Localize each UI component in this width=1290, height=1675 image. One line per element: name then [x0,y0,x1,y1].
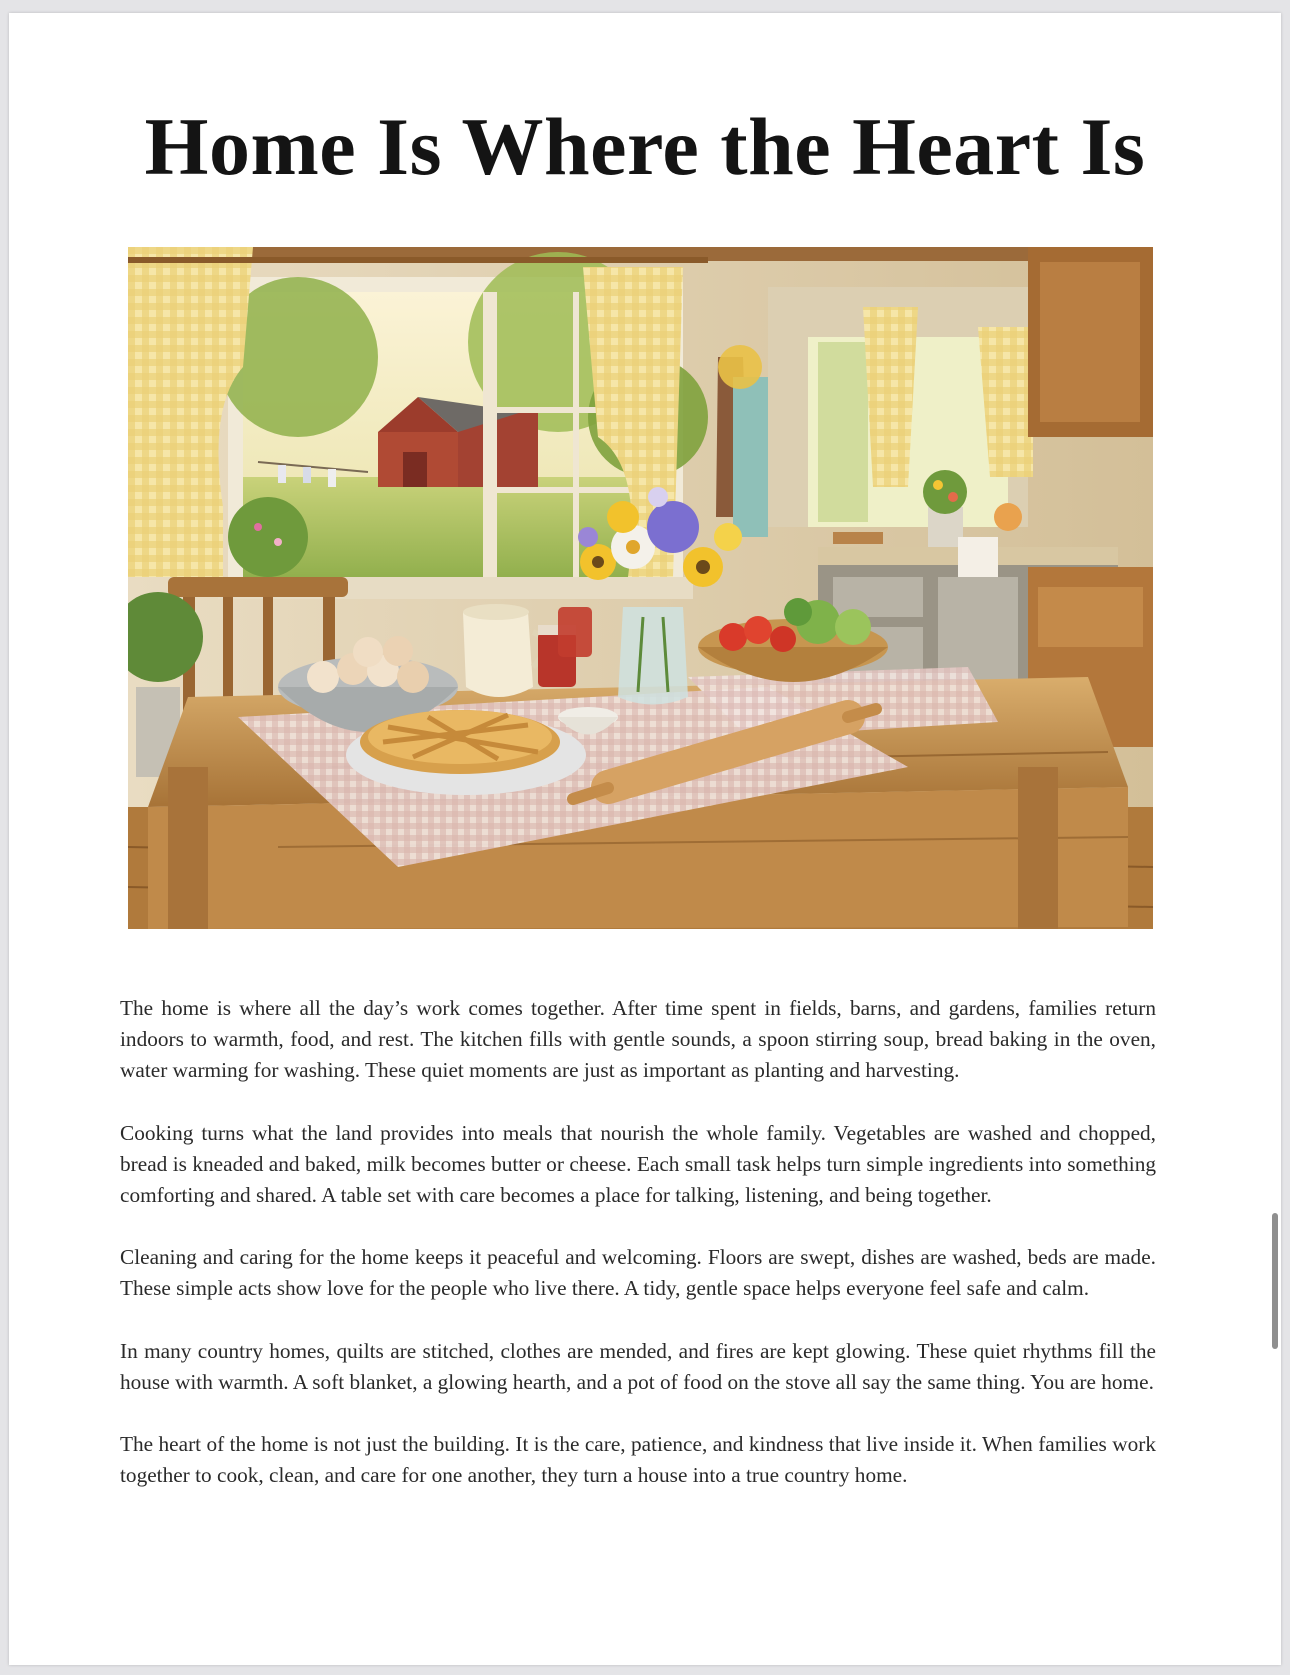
country-kitchen-illustration [128,247,1153,929]
document-page [9,13,1281,1665]
paragraph: The heart of the home is not just the building. It is the care, patience, and kindness that live inside it. When families work together to cook, clean, and care for one another, they turn a house into a true country home. [120,1432,1156,1488]
paragraph: Cooking turns what the land provides into meals that nourish the whole family. Vegetables are washed and chopped, bread is kneaded and baked, milk becomes butter or cheese. Each small task helps turn simple ingredients into something comforting and shared. A table set with care becomes a place for talking, listening, and being together. [120,1120,1156,1208]
paragraph: Cleaning and caring for the home keeps it peaceful and welcoming. Floors are swept, dishes are washed, beds are made. These simple acts show love for the people who live there. A tidy, gentle space helps everyone feel safe and calm. [120,1245,1156,1301]
paragraph: The home is where all the day’s work comes together. After time spent in fields, barns, and gardens, families return indoors to warmth, food, and rest. The kitchen fills with gentle sounds, a spoon stirring soup, bread baking in the oven, water warming for washing. These quiet moments are just as important as planting and harvesting. [120,996,1156,1083]
hero-illustration [128,247,1153,929]
vertical-scrollbar[interactable] [1272,1213,1278,1349]
paragraph: In many country homes, quilts are stitched, clothes are mended, and fires are kept glowing. These quiet rhythms fill the house with warmth. A soft blanket, a glowing hearth, and a pot of food on the stove all say the same thing. You are home. [120,1338,1156,1394]
article-body [120,993,1156,1522]
page-title: Home Is Where the Heart Is [144,101,1146,192]
